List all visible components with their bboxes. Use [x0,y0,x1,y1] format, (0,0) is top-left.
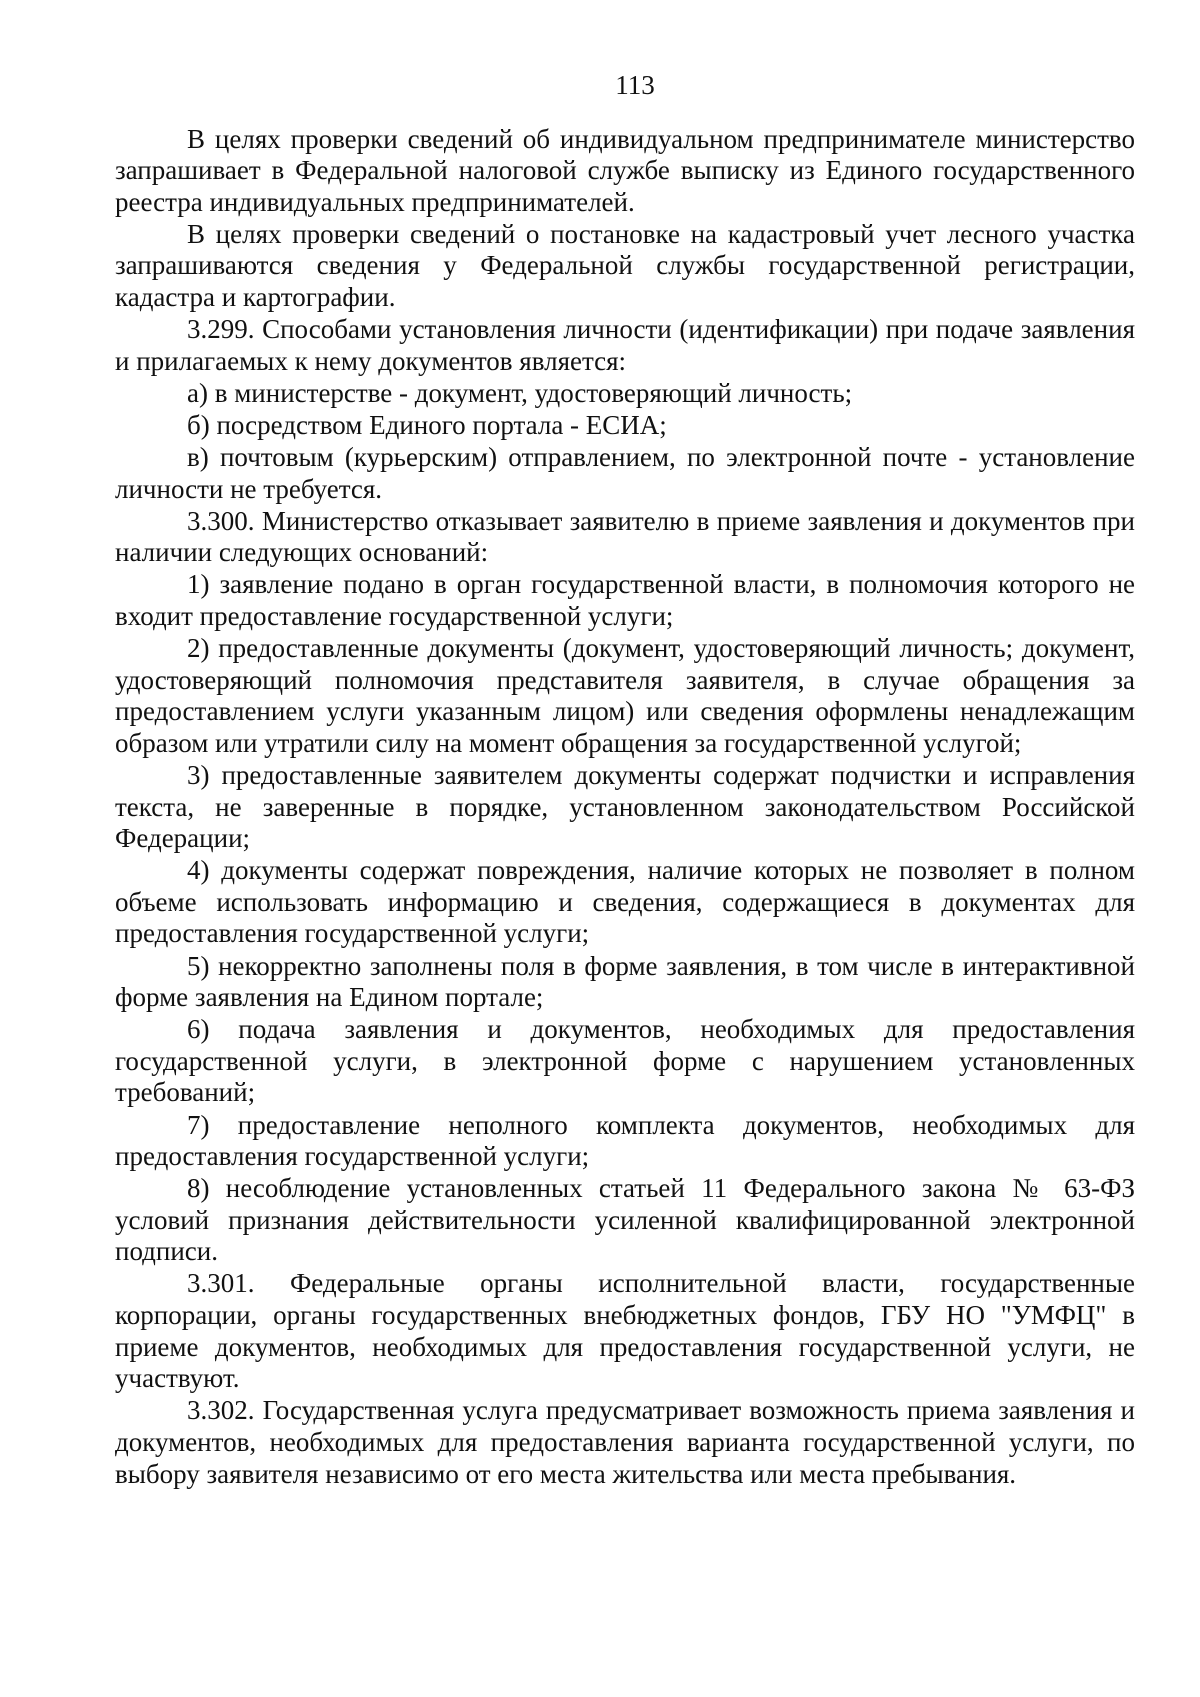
paragraph-3-300: 3.300. Министерство отказывает заявителю в приеме заявления и документов при наличии следующих оснований: [115,505,1135,568]
list-item-v: в) почтовым (курьерским) отправлением, по электронной почте - установление личности не требуется. [115,442,1135,504]
paragraph-3-302: 3.302. Государственная услуга предусматривает возможность приема заявления и документов, необходимых для предоставления варианта государственной услуги, по выбору заявителя независимо от его места жительства или места пребывания. [115,1395,1135,1489]
paragraph-3-299: 3.299. Способами установления личности (идентификации) при подаче заявления и прилагаемых к нему документов является: [115,314,1135,376]
paragraph-ip-check: В целях проверки сведений об индивидуальном предпринимателе министерство запрашивает в Федеральной налоговой службе выписку из Единого государственного реестра индивидуальных предпринимателей. [115,123,1135,217]
list-item-4: 4) документы содержат повреждения, наличие которых не позволяет в полном объеме использовать информацию и сведения, содержащиеся в документах для предоставления государственной услуги; [115,855,1135,949]
list-item-6: 6) подача заявления и документов, необходимых для предоставления государственной услуги, в электронной форме с нарушением установленных требований; [115,1014,1135,1108]
list-item-7: 7) предоставление неполного комплекта документов, необходимых для предоставления государственной услуги; [115,1109,1135,1172]
list-item-5: 5) некорректно заполнены поля в форме заявления, в том числе в интерактивной форме заявления на Едином портале; [115,950,1135,1013]
list-item-3: 3) предоставленные заявителем документы содержат подчистки и исправления текста, не заверенные в порядке, установленном законодательством Российской Федерации; [115,759,1135,854]
document-page [115,70,1135,1491]
list-item-1: 1) заявление подано в орган государственной власти, в полномочия которого не входит предоставление государственной услуги; [115,569,1135,631]
paragraph-cadastral-check: В целях проверки сведений о постановке на кадастровый учет лесного участка запрашиваются сведения у Федеральной службы государственной регистрации, кадастра и картографии. [115,218,1135,313]
list-item-b: б) посредством Единого портала - ЕСИА; [187,409,667,440]
list-item-2: 2) предоставленные документы (документ, удостоверяющий личность; документ, удостоверяющий полномочия представителя заявителя, в случае обращения за предоставлением услуги указанным лицом) или сведения оформлены ненадлежащим образом или утратили силу на момент обращения за государственной услугой; [115,633,1135,758]
page-number: 113 [615,70,655,100]
list-item-8: 8) несоблюдение установленных статьей 11 Федерального закона № 63-ФЗ условий признания действительности усиленной квалифицированной электронной подписи. [115,1173,1135,1267]
paragraph-3-301: 3.301. Федеральные органы исполнительной власти, государственные корпорации, органы государственных внебюджетных фондов, ГБУ НО "УМФЦ" в приеме документов, необходимых для предоставления государственной услуги, не участвуют. [115,1268,1135,1394]
list-item-a: а) в министерстве - документ, удостоверяющий личность; [187,377,853,408]
